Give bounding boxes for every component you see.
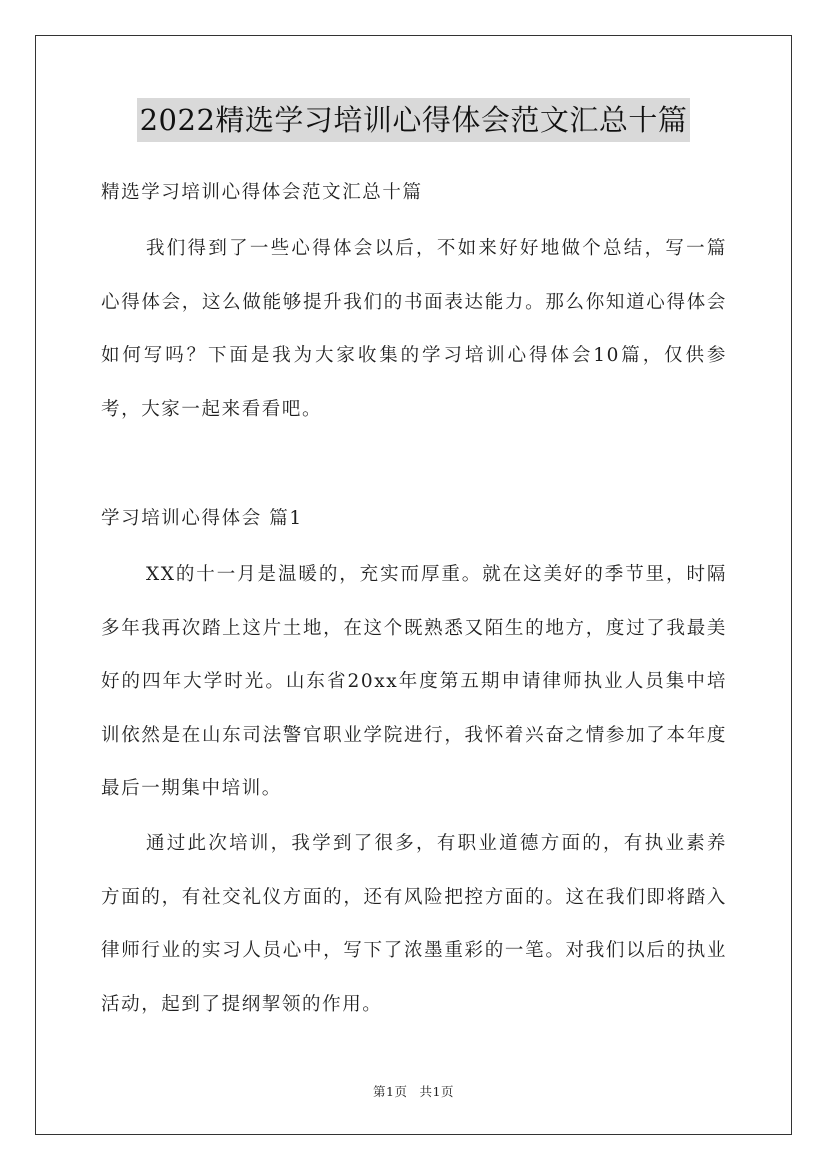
page-number: 第1页 bbox=[373, 1084, 408, 1099]
document-title: 2022精选学习培训心得体会范文汇总十篇 bbox=[137, 98, 691, 142]
intro-paragraph: 我们得到了一些心得体会以后，不如来好好地做个总结，写一篇心得体会，这么做能够提升我们的书面表达能力。那么你知道心得体会如何写吗？下面是我为大家收集的学习培训心得体会10篇，仅供参考，大家一起来看看吧。 bbox=[101, 238, 727, 420]
page-footer bbox=[0, 1083, 827, 1101]
title-container bbox=[0, 98, 827, 142]
section-heading: 学习培训心得体会 篇1 bbox=[101, 508, 303, 529]
page-total: 共1页 bbox=[419, 1084, 454, 1099]
body-paragraph-2: 通过此次培训，我学到了很多，有职业道德方面的，有执业素养方面的，有社交礼仪方面的，还有风险把控方面的。这在我们即将踏入律师行业的实习人员心中，写下了浓墨重彩的一笔。对我们以后的执业活动，起到了提纲挈领的作用。 bbox=[101, 833, 727, 1015]
body-paragraph-1: XX的十一月是温暖的，充实而厚重。就在这美好的季节里，时隔多年我再次踏上这片土地，在这个既熟悉又陌生的地方，度过了我最美好的四年大学时光。山东省20xx年度第五期申请律师执业人员集中培训依然是在山东司法警官职业学院进行，我怀着兴奋之情参加了本年度最后一期集中培训。 bbox=[101, 564, 727, 799]
document-subtitle: 精选学习培训心得体会范文汇总十篇 bbox=[101, 182, 423, 203]
